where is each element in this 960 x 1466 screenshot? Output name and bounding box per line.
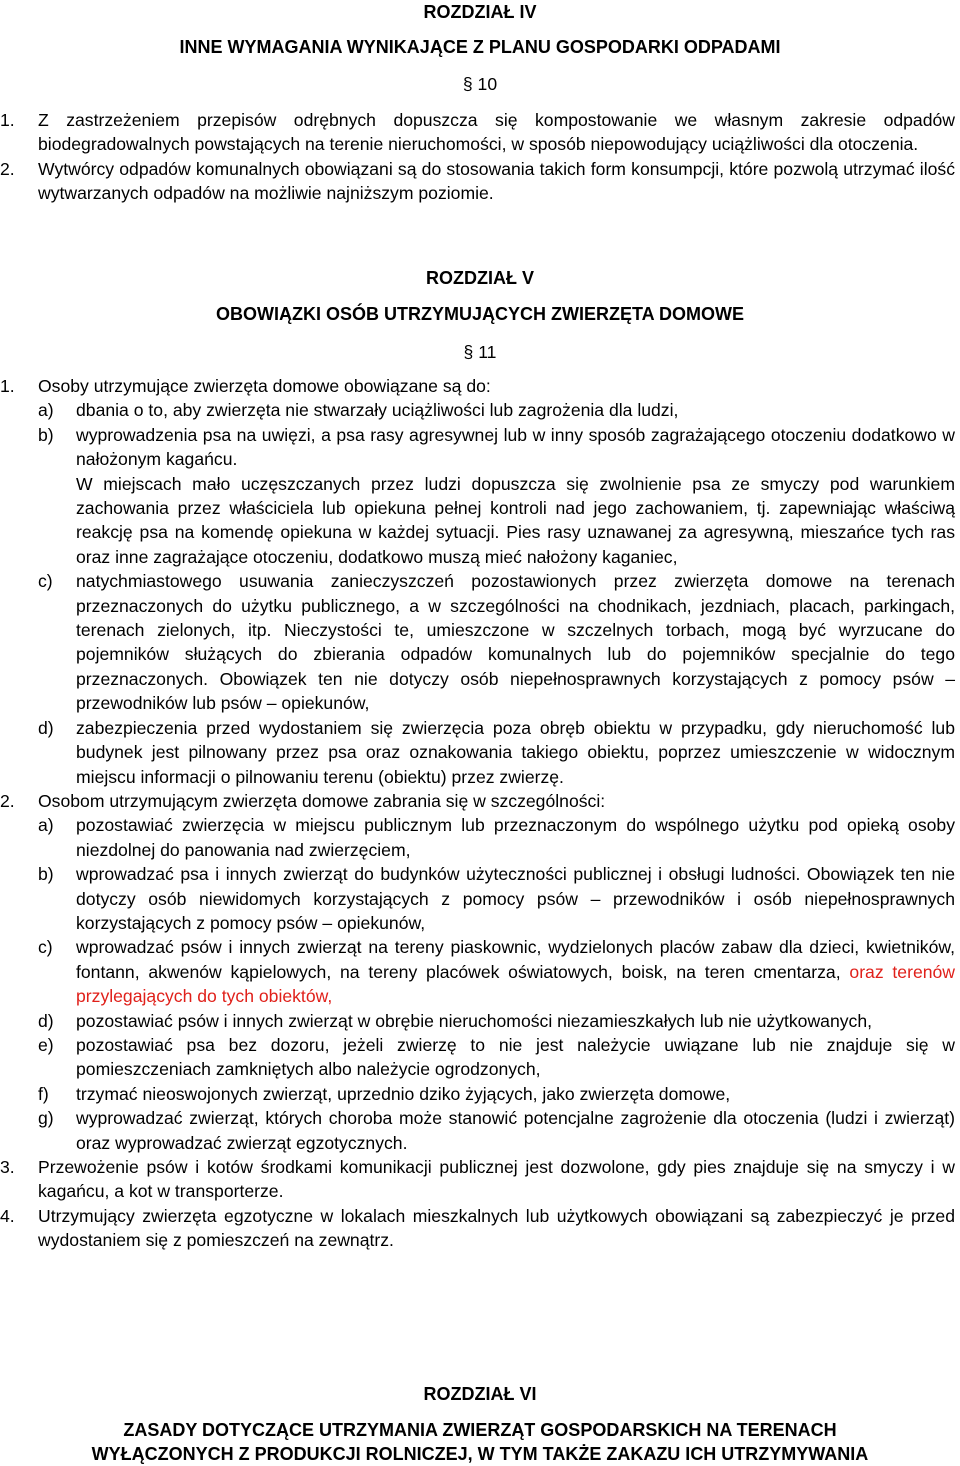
ch5-point-2	[0, 789, 960, 813]
ch5-point-1-text: Osoby utrzymujące zwierzęta domowe obowiązane są do:	[38, 376, 491, 396]
ch4-point-1-number: 1.	[0, 110, 15, 130]
ch5-point-2-e-text: pozostawiać psa bez dozoru, jeżeli zwierzę to nie jest należycie uwiązane lub nie znajduje się w pomieszczeniach zamkniętych albo należycie ogrodzonych,	[76, 1034, 955, 1080]
chapter-6-title: ROZDZIAŁ VI	[423, 1384, 537, 1404]
chapter-6-subtitle-line-1: ZASADY DOTYCZĄCE UTRZYMANIA ZWIERZĄT GOSPODARSKICH NA TERENACH	[123, 1420, 837, 1440]
ch5-point-2-e-label: e)	[38, 1034, 54, 1055]
ch5-point-2-e	[0, 1033, 960, 1082]
ch5-point-2-a-label: a)	[38, 815, 54, 836]
ch4-point-2	[0, 157, 960, 206]
ch5-point-1-a-text: dbania o to, aby zwierzęta nie stwarzały uciążliwości lub zagrożenia dla ludzi,	[76, 400, 679, 421]
ch5-point-1-b-text: wyprowadzenia psa na uwięzi, a psa rasy agresywnej lub w inny sposób zagrażającego otoczeniu dodatkowo w nałożonym kagańcu.	[76, 424, 955, 470]
chapter-4-title: ROZDZIAŁ IV	[423, 2, 537, 22]
ch5-point-2-g-text: wyprowadzać zwierząt, których choroba może stanowić potencjalne zagrożenie dla otoczenia (ludzi i zwierząt) oraz wyprowadzać zwierząt egzotycznych.	[76, 1108, 955, 1153]
ch5-point-1-b-continuation: W miejscach mało uczęszczanych przez ludzi dopuszcza się zwolnienie psa ze smyczy pod warunkiem zachowania przez właściciela lub opiekuna pełnej kontroli nad jego zachowaniem, tj. zapewniając właściwą reakcję psa na komendę opiekuna w każdej sytuacji. Pies rasy uznawanej za agresywną, mieszańce tych ras oraz inne zagrażające otoczeniu, dodatkowo muszą mieć nałożony kaganiec,	[76, 473, 955, 567]
ch5-point-2-f	[0, 1082, 960, 1106]
ch5-point-2-a	[0, 813, 960, 862]
ch5-point-4-number: 4.	[0, 1205, 15, 1226]
ch5-point-3	[0, 1155, 960, 1204]
ch5-point-2-g	[0, 1106, 960, 1155]
ch5-point-2-c	[0, 935, 960, 1008]
ch5-point-2-d-text: pozostawiać psów i innych zwierząt w obrębie nieruchomości niezamieszkałych lub nie użytkowanych,	[76, 1010, 872, 1031]
ch5-point-4	[0, 1204, 960, 1253]
ch5-point-2-c-highlighted-text: oraz terenów przylegających do tych obiektów,	[76, 961, 956, 1007]
ch5-point-2-text: Osobom utrzymującym zwierzęta domowe zabrania się w szczególności:	[38, 790, 606, 811]
ch5-point-1-d	[0, 716, 960, 789]
ch5-point-2-c-text: wprowadzać psów i innych zwierząt na tereny piaskownic, wydzielonych placów zabaw dla dzieci, kwietników, fontann, akwenów kąpielowych, na tereny placówek oświatowych, boisk, na teren cmentarza,	[76, 937, 955, 982]
ch5-point-1-b-label: b)	[38, 424, 54, 445]
ch5-point-1-a-label: a)	[38, 400, 54, 421]
ch5-point-1-c-text: natychmiastowego usuwania zanieczyszczeń pozostawionych przez zwierzęta domowe na terenach przeznaczonych do użytku publicznego, a w szczególności na chodnikach, jezdniach, placach, parkingach, terenach zielonych, itp. Nieczystości te, umieszczone w szczelnych torbach, mogą być wyrzucane do pojemników służących do zbierania odpadów komunalnych lub do pojemników specjalnie do tego przeznaczonych. Obowiązek ten nie dotyczy osób niepełnosprawnych korzystających z pomocy psów – przewodników lub psów – opiekunów,	[76, 571, 955, 714]
ch5-point-2-c-label: c)	[38, 937, 53, 958]
ch5-point-2-f-text: trzymać nieoswojonych zwierząt, uprzednio dziko żyjących, jako zwierzęta domowe,	[76, 1083, 731, 1104]
ch5-point-1-c-label: c)	[38, 571, 53, 592]
ch5-point-2-d-label: d)	[38, 1010, 54, 1031]
ch5-point-1-d-text: zabezpieczenia przed wydostaniem się zwierzęcia poza obręb obiektu w przypadku, gdy nieruchomość lub budynek jest pilnowany przez psa oraz oznakowania takiego obiektu, poprzez umieszczenie w widocznym miejscu informacji o pilnowaniu terenu (obiektu) przez zwierzę.	[76, 717, 955, 787]
chapter-5-subtitle: OBOWIĄZKI OSÓB UTRZYMUJĄCYCH ZWIERZĘTA DOMOWE	[216, 304, 744, 324]
ch5-point-3-number: 3.	[0, 1157, 15, 1177]
ch5-point-1-d-label: d)	[38, 717, 54, 738]
ch4-point-2-text: Wytwórcy odpadów komunalnych obowiązani są do stosowania takich form konsumpcji, które pozwolą utrzymać ilość wytwarzanych odpadów na możliwie najniższym poziomie.	[38, 158, 955, 204]
ch5-point-3-text: Przewożenie psów i kotów środkami komunikacji publicznej jest dozwolone, gdy pies znajduje się na smyczy i w kagańcu, a kot w transporterze.	[38, 1157, 955, 1202]
ch5-point-2-d	[0, 1009, 960, 1033]
section-11-heading: § 11	[463, 342, 497, 362]
section-10-heading: § 10	[462, 74, 498, 94]
ch5-point-2-b-label: b)	[38, 864, 54, 885]
ch5-point-2-b-text: wprowadzać psa i innych zwierząt do budynków użyteczności publicznej i obsługi ludności. Obowiązek ten nie dotyczy osób niewidomych korzystających z pomocy psów – przewodników i osób niepełnosprawnych korzystających z pomocy psów – opiekunów,	[76, 864, 955, 933]
ch5-point-4-text: Utrzymujący zwierzęta egzotyczne w lokalach mieszkalnych lub użytkowych obowiązani są zabezpieczyć je przed wydostaniem się z pomieszczeń na zewnątrz.	[38, 1205, 955, 1251]
ch5-point-1	[0, 374, 960, 398]
ch5-point-1-a	[0, 398, 960, 422]
chapter-5-title: ROZDZIAŁ V	[426, 268, 534, 288]
ch5-point-2-number: 2.	[0, 790, 15, 811]
ch5-point-1-b	[0, 423, 960, 569]
ch4-point-1-text: Z zastrzeżeniem przepisów odrębnych dopuszcza się kompostowanie we własnym zakresie odpadów biodegradowalnych powstających na terenie nieruchomości, w sposób niepowodujący uciążliwości dla otoczenia.	[38, 110, 955, 155]
ch5-point-1-c	[0, 569, 960, 715]
ch5-point-2-f-label: f)	[38, 1083, 49, 1104]
chapter-4-subtitle: INNE WYMAGANIA WYNIKAJĄCE Z PLANU GOSPODARKI ODPADAMI	[179, 37, 781, 57]
ch5-point-2-a-text: pozostawiać zwierzęcia w miejscu publicznym lub przeznaczonym do wspólnego użytku pod opieką osoby niezdolnej do panowania nad zwierzęciem,	[76, 815, 955, 860]
ch4-point-1	[0, 108, 960, 157]
ch5-point-2-g-label: g)	[38, 1108, 54, 1129]
ch5-point-2-b	[0, 862, 960, 935]
chapter-6-subtitle-line-2: WYŁĄCZONYCH Z PRODUKCJI ROLNICZEJ, W TYM TAKŻE ZAKAZU ICH UTRZYMYWANIA	[91, 1444, 869, 1464]
ch5-point-1-number: 1.	[0, 376, 15, 396]
ch4-point-2-number: 2.	[0, 158, 15, 179]
